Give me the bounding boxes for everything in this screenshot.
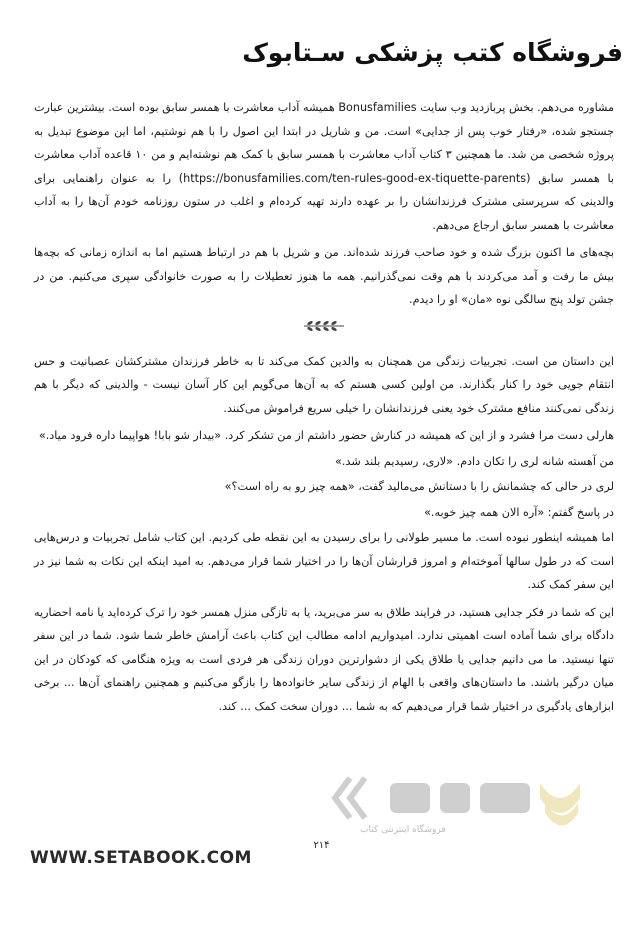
section-divider-ornament <box>34 316 614 344</box>
paragraph-4: هارلی دست مرا فشرد و از این که همیشه در کنارش حضور داشتم از من تشکر کرد. «بیدار شو بابا! هواپیما داره فرود میاد.» <box>38 429 614 442</box>
paragraph-5: من آهسته شانه لری را تکان دادم. «لاری، رسیدیم بلند شد.» <box>335 454 614 468</box>
page-number: ۲۱۴ <box>313 840 330 851</box>
watermark-caption: فروشگاه اینترنتی کتاب <box>360 825 446 835</box>
paragraph-7: در پاسخ گفتم: «آره الان همه چیز خوبه.» <box>424 505 614 519</box>
paragraph-6: لری در حالی که چشمانش را با دستانش می‌مالید گفت، «همه چیز رو به راه است؟» <box>224 480 614 493</box>
paragraph-3: این داستان من است. تجربیات زندگی من همچنان به والدین کمک می‌کند تا به خاطر فرزندان مشترکشان عصبانیت و حس انتقام جویی خود را کنار بگذارند. من اولین کسی هستم که به آن‌ها می‌گویم این کار آسان نیست - والدینی که دیگر با هم زندگی نمی‌کنند منافع مشترک خود یعنی فرزندانشان را خیلی سریع فراموش می‌کنند. <box>34 354 614 415</box>
page-header <box>0 38 643 78</box>
paragraph-1: مشاوره می‌دهم. بخش پربازدید وب سایت Bonusfamilies همیشه آداب معاشرت با همسر سابق بوده است. بیشترین عبارت جستجو شده، «رفتار خوب پس از جدایی» است. من و شاریل در ابتدا این اصول را با هم نوشتیم، اما این موضوع تبدیل به پروژه شخصی من شد. ما همچنین ۳ کتاب آداب معاشرت با همسر سابق با کمک هم نوشته‌ایم و من ۱۰ قاعده آداب معاشرت با همسر سابق (https://bonusfamilies.com/ten-rules-good-ex-tiquette-parents) را به عنوان راهنمایی برای والدینی که سرپرستی مشترک فرزندانشان را بر عهده دارند تهیه کرده‌ام و اغلب در ستون روزنامه خودم آن‌ها را به آداب معاشرت با همسر سابق ارجاع می‌دهم. <box>34 101 614 232</box>
store-title: فروشگاه کتب پزشکی سـتابوک <box>242 38 623 67</box>
page-body <box>34 96 614 722</box>
paragraph-9: این که شما در فکر جدایی هستید، در فرایند طلاق به سر می‌برید، یا به تازگی منزل همسر خود را ترک کرده‌اید یا نامه احضاریه دادگاه برای شما آماده است اهمیتی ندارد. امیدواریم ادامه مطالب این کتاب باعث آرامش خاطر شما شود. شما در این سفر تنها نیستید. ما می دانیم جدایی یا طلاق یکی از دشوارترین دوران زندگی هر فردی است به ویژه هنگامی که کودکان در این میان درگیر باشند. ما داستان‌های واقعی با الهام از زندگی سایر خانواده‌ها را بازگو می‌کنیم و همچنین راهنمای آن‌ها ... برخی ابزارهای یادگیری در اختیار شما قرار می‌دهیم که به شما ... دوران سخت کمک ... کند. <box>34 605 614 713</box>
paragraph-2: بچه‌های ما اکنون بزرگ شده و خود صاحب فرزند شده‌اند. من و شریل با هم در ارتباط هستیم اما به اندازه زمانی که بچه‌ها بیش ما رفت و آمد می‌کردند با هم وقت نمی‌گذرانیم. همه ما هنوز تعطیلات را به صورت خانوادگی سپری می‌کنیم. من در جشن تولد پنج سالگی نوه «مان» او را دیدم. <box>34 246 614 306</box>
footer-website-url[interactable]: WWW.SETABOOK.COM <box>30 848 252 868</box>
paragraph-8: اما همیشه اینطور نبوده است. ما مسیر طولانی را برای رسیدن به این نقطه طی کردیم. این کتاب شامل تجربیات و درس‌هایی است که در طول سالها آموخته‌ام و امروز قرارشان آن‌ها را در اختیار شما قرار می‌دهم. به امید اینکه این نکات به شما نیز در این سفر کمک کند. <box>34 531 614 591</box>
